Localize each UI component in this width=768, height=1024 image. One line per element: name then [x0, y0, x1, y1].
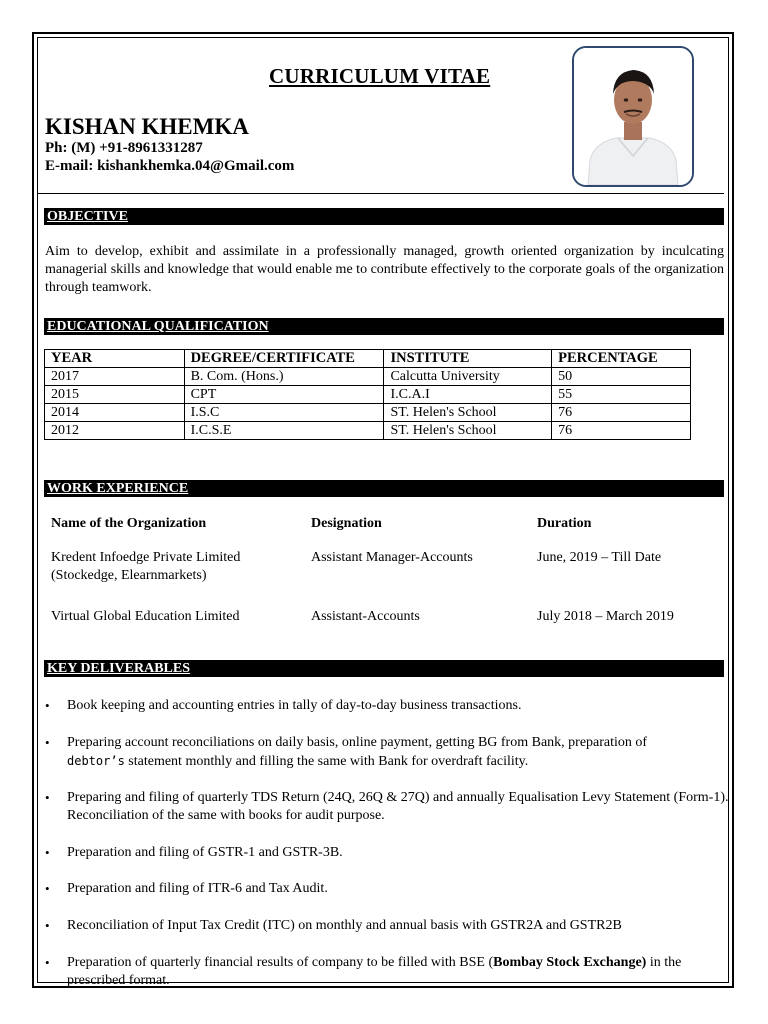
list-item-text-line: Preparing account reconciliations on daily basis, online payment, getting BG from Bank, preparation of: [67, 735, 648, 750]
bullet-icon: •: [45, 955, 50, 970]
work-designation: Assistant Manager-Accounts: [311, 550, 473, 565]
work-heading: [44, 480, 724, 497]
work-column-header: Duration: [537, 516, 592, 531]
bullet-icon: •: [45, 698, 50, 713]
list-item-text: Preparing and filing of quarterly TDS Return (24Q, 26Q & 27Q) and annually Equalisation Levy Statement (Form-1). Reconciliation of the same with books for audit purpose.: [67, 790, 729, 823]
list-item-text-line: in the prescribed format.: [67, 955, 682, 988]
bullet-icon: •: [45, 918, 50, 933]
list-item-text: [67, 954, 729, 990]
work-org-name: Virtual Global Education Limited: [51, 609, 240, 624]
list-item-text: Book keeping and accounting entries in tally of day-to-day business transactions.: [67, 698, 522, 713]
work-duration: June, 2019 – Till Date: [537, 550, 662, 565]
table-cell: ST. Helen's School: [384, 404, 552, 422]
work-heading-text: WORK EXPERIENCE: [47, 481, 189, 496]
column-header: INSTITUTE: [384, 350, 552, 368]
table-header-row: [45, 350, 691, 368]
table-cell: B. Com. (Hons.): [184, 368, 384, 386]
table-cell: 2015: [45, 386, 185, 404]
objective-heading: [44, 208, 724, 225]
bullet-icon: •: [45, 845, 50, 860]
work-column-header: Name of the Organization: [51, 516, 207, 531]
list-item-text: Reconciliation of Input Tax Credit (ITC) on monthly and annual basis with GSTR2A and GSTR2B: [67, 918, 622, 933]
column-header: DEGREE/CERTIFICATE: [184, 350, 384, 368]
list-item-text-bold: Bombay Stock Exchange): [493, 955, 647, 970]
table-cell: 2017: [45, 368, 185, 386]
table-cell: 55: [552, 386, 691, 404]
bullet-icon: •: [45, 790, 50, 805]
deliverables-heading-text: KEY DELIVERABLES: [47, 661, 191, 676]
table-row: [45, 404, 691, 422]
work-duration: July 2018 – March 2019: [537, 609, 674, 624]
document-title: CURRICULUM VITAE: [269, 64, 491, 88]
table-cell: 2012: [45, 422, 185, 440]
objective-text: Aim to develop, exhibit and assimilate in a professionally managed, growth oriented organization by inculcating managerial skills and knowledge that would enable me to contribute effectively to the corporate goals of the organization through teamwork.: [45, 244, 724, 295]
table-row: [45, 386, 691, 404]
work-org-name: Kredent Infoedge Private Limited: [51, 550, 241, 565]
table-cell: 76: [552, 422, 691, 440]
table-row: [45, 422, 691, 440]
list-item-text: Preparation and filing of ITR-6 and Tax Audit.: [67, 881, 328, 896]
email-address: E-mail: kishankhemka.04@Gmail.com: [45, 158, 295, 174]
column-header: PERCENTAGE: [552, 350, 691, 368]
table-cell: Calcutta University: [384, 368, 552, 386]
list-item-text-mono: debtor’s: [67, 754, 125, 768]
bullet-icon: •: [45, 735, 50, 750]
table-cell: 50: [552, 368, 691, 386]
table-cell: I.C.S.E: [184, 422, 384, 440]
list-item-text-line: statement monthly and filling the same with Bank for overdraft facility.: [128, 754, 529, 769]
list-item-text-line: Preparation of quarterly financial results of company to be filled with BSE (: [67, 955, 494, 970]
table-cell: 2014: [45, 404, 185, 422]
profile-photo: [572, 46, 694, 187]
education-heading: [44, 318, 724, 335]
table-row: [45, 368, 691, 386]
education-heading-text: EDUCATIONAL QUALIFICATION: [47, 319, 269, 334]
phone-number: Ph: (M) +91-8961331287: [45, 140, 203, 156]
list-item-text: [67, 734, 729, 771]
column-header: YEAR: [45, 350, 185, 368]
work-column-header: Designation: [311, 516, 382, 531]
header-divider: [38, 193, 724, 194]
deliverables-heading: [44, 660, 724, 677]
table-cell: ST. Helen's School: [384, 422, 552, 440]
work-designation: Assistant-Accounts: [311, 609, 420, 624]
table-cell: CPT: [184, 386, 384, 404]
table-cell: I.S.C: [184, 404, 384, 422]
table-cell: 76: [552, 404, 691, 422]
candidate-name: KISHAN KHEMKA: [45, 114, 249, 139]
work-org-subtitle: (Stockedge, Elearnmarkets): [51, 568, 207, 583]
education-table: [44, 349, 691, 440]
list-item-text: Preparation and filing of GSTR-1 and GSTR-3B.: [67, 845, 343, 860]
person-photo-icon: [574, 48, 692, 185]
table-cell: I.C.A.I: [384, 386, 552, 404]
objective-heading-text: OBJECTIVE: [47, 209, 128, 224]
bullet-icon: •: [45, 881, 50, 896]
